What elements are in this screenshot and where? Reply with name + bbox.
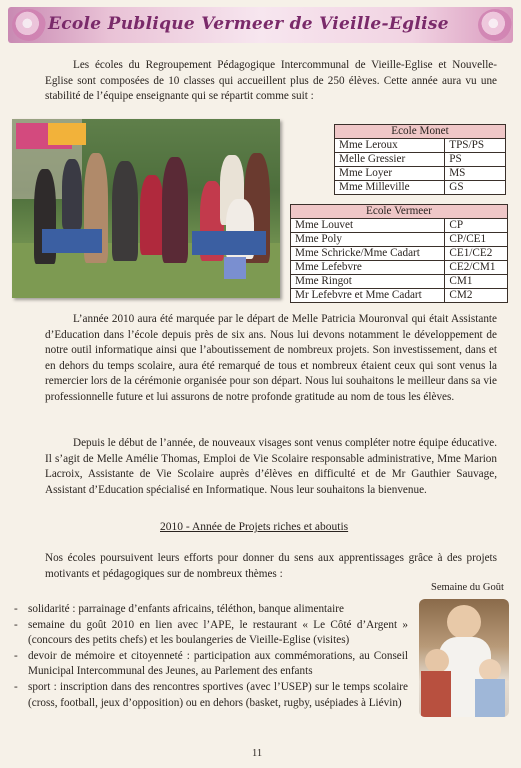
class-cell: MS [445,167,506,181]
page-header-banner [8,7,513,43]
semaine-du-gout-photo [419,599,509,717]
team-photo [12,119,280,298]
intro-paragraph: Les écoles du Regroupement Pédagogique Intercommunal de Vieille-Eglise et Nouvelle-Eglise sont composées de 10 classes qui accueillent plus de 250 élèves. Cette année aura vu une stabilité de l’équipe enseignante qui se répartit comme suit : [45,59,497,103]
table-row [335,167,506,181]
class-cell: CP [445,219,508,233]
class-cell: GS [445,181,506,195]
table-row [291,261,508,275]
table-row [291,247,508,261]
child-head [479,659,501,681]
projects-list [12,602,408,711]
table-row [291,289,508,303]
teacher-cell: Mme Ringot [291,275,445,289]
new-staff-paragraph: Depuis le début de l’année, de nouveaux visages sont venus compléter notre équipe éducative. Il s’agit de Melle Amélie Thomas, Emploi de Vie Scolaire responsable administrative, Mme Marion Lacroix, Assistante de Vie Scolaire auprès d’élèves en difficulté et de Mr Gauthier Sauvage, Assistant d’Education spécialisé en Informatique. Nous leur souhaitons la bienvenue. [45,437,497,496]
chef-head [447,605,481,639]
child-head [425,649,449,673]
teacher-cell: Mme Louvet [291,219,445,233]
departure-paragraph: L’année 2010 aura été marquée par le départ de Melle Patricia Mouronval qui était Assistante d’Education dans l’école depuis près de six ans. Nous lui devons notamment le développement de notre outil informatique ainsi que l’aboutissement de nombreux projets. Son investissement, dans et en dehors du temps scolaire, aura été remarqué de tous et nombreux étaient ceux qui sont venus la remercier lors de la cérémonie organisée pour son départ. Nous lui souhaitons le meilleur dans sa vie professionnelle future et lui assurons de notre profonde gratitude au nom de tous les élèves. [45,313,497,403]
class-cell: CM2 [445,289,508,303]
list-item: - sport : inscription dans des rencontres sportives (avec l’USEP) sur le temps scolaire (cross, football, jeux d’opposition) ou en dehors (basket, rugby, usépiades à Liévin) [12,680,408,711]
table-row [335,181,506,195]
list-item: - devoir de mémoire et citoyenneté : participation aux commémorations, au Conseil Municipal Intercommunal des Jeunes, au Parlement des enfants [12,649,408,680]
page-title: Ecole Publique Vermeer de Vieille-Eglise [48,14,449,34]
class-cell: CE1/CE2 [445,247,508,261]
teacher-cell: Mme Schricke/Mme Cadart [291,247,445,261]
table-row [335,139,506,153]
teacher-cell: Mme Poly [291,233,445,247]
school-desk [42,229,102,253]
person [140,175,164,255]
ecole-vermeer-table [290,204,508,303]
orchid-left-icon [12,9,46,41]
teacher-cell: Mr Lefebvre et Mme Cadart [291,289,445,303]
child-shirt [421,671,451,717]
school-desk [192,231,266,255]
class-cell: CE2/CM1 [445,261,508,275]
teacher-cell: Mme Milleville [335,181,445,195]
teacher-cell: Melle Gressier [335,153,445,167]
page-number: 11 [252,748,263,759]
table-row [335,153,506,167]
class-cell: CM1 [445,275,508,289]
table-row [291,219,508,233]
table-title: Ecole Vermeer [291,205,508,219]
table-row [291,233,508,247]
person [62,159,82,229]
orchid-right-icon [478,9,512,41]
teacher-cell: Mme Leroux [335,139,445,153]
list-item: - solidarité : parrainage d’enfants africains, téléthon, banque alimentaire [12,602,408,618]
list-item: - semaine du goût 2010 en lien avec l’APE, le restaurant « Le Côté d’Argent » (concours des petits chefs) et les boulangeries de Vieille-Eglise (visites) [12,618,408,649]
teacher-cell: Mme Lefebvre [291,261,445,275]
person [162,157,188,263]
section-title: 2010 - Année de Projets riches et aboutis [160,521,349,533]
child-shirt [475,679,505,717]
class-cell: CP/CE1 [445,233,508,247]
person [112,161,138,261]
class-cell: TPS/PS [445,139,506,153]
teacher-cell: Mme Loyer [335,167,445,181]
school-sign-yellow [48,123,86,145]
class-cell: PS [445,153,506,167]
projects-intro-paragraph: Nos écoles poursuivent leurs efforts pour donner du sens aux apprentissages grâce à des projets motivants et pédagogiques sur de nombreux thèmes : [45,552,497,580]
semaine-du-gout-caption: Semaine du Goût [431,582,504,593]
gift-box [224,257,246,279]
table-row [291,275,508,289]
table-title: Ecole Monet [335,125,506,139]
ecole-monet-table [334,124,506,195]
